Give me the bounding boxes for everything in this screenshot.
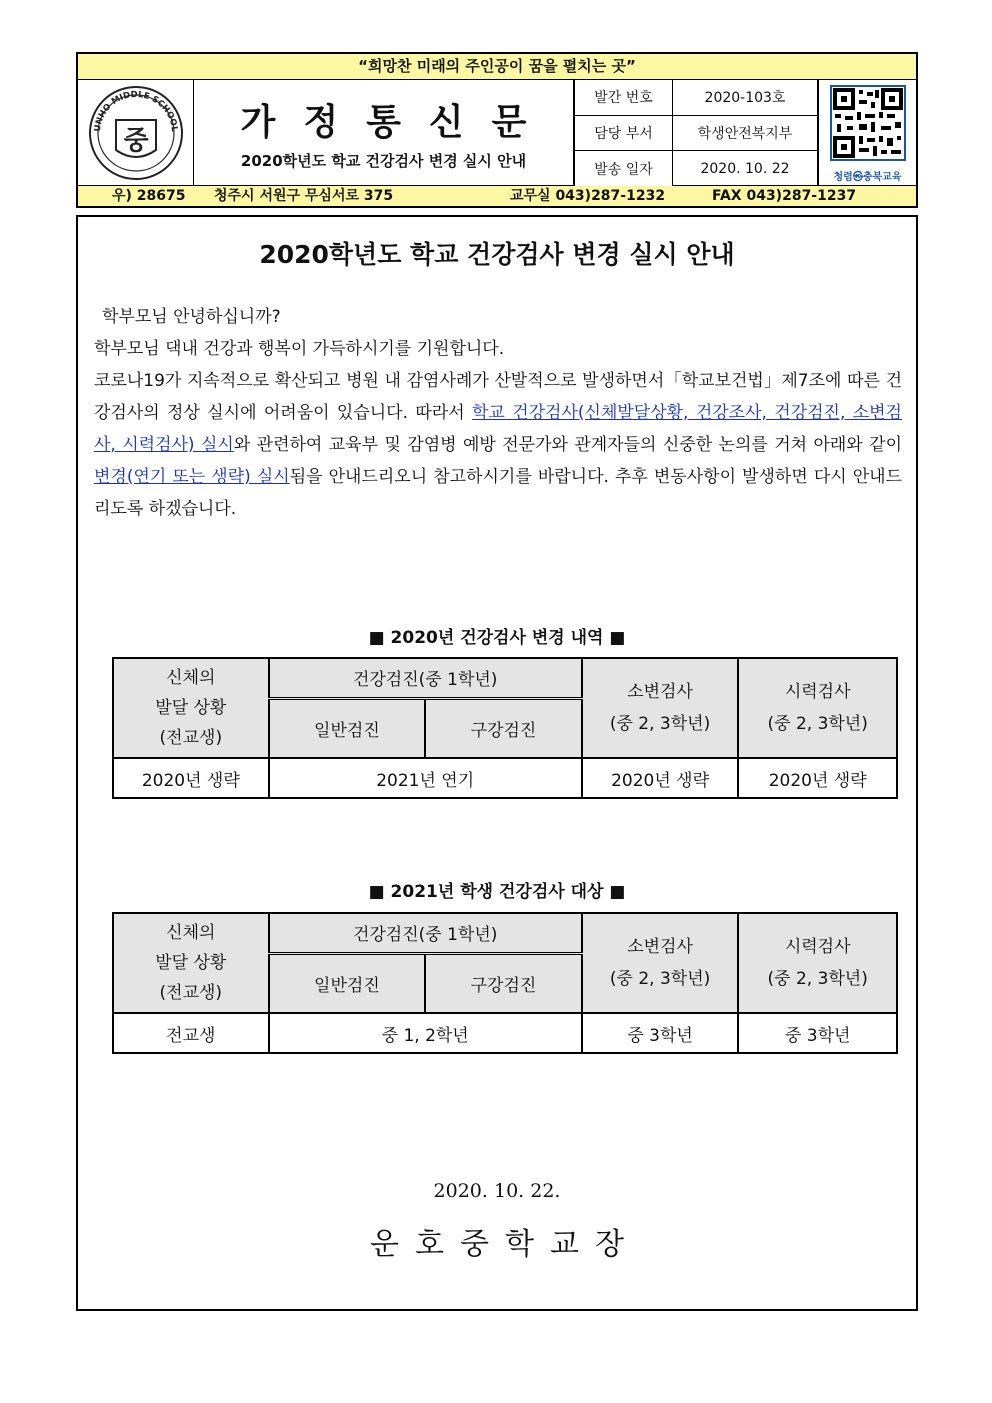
header-body-development: 신체의 발달 상황 (전교생) xyxy=(113,658,269,758)
highlight-change: 변경(연기 또는 생략) 실시 xyxy=(94,467,290,487)
document-title: 2020학년도 학교 건강검사 변경 실시 안내 xyxy=(259,240,735,269)
newsletter-header xyxy=(76,52,918,208)
postal-code: 우) 28675 xyxy=(112,188,186,204)
header-body-development: 신체의 발달 상황 (전교생) xyxy=(113,913,269,1013)
body-text-1: 코로나19가 지속적으로 확산되고 병원 내 감염사례가 산발적으로 발생하면서「학교보건법」제7조에 따른 건강검사의 정상 실시에 어려움이 있습니다. 따라서 xyxy=(94,371,902,423)
fax-number: FAX 043)287-1237 xyxy=(712,188,857,204)
header-oral-checkup: 구강검진 xyxy=(425,953,582,1013)
issue-number-label: 발간 번호 xyxy=(575,80,673,115)
paper-subtitle: 2020학년도 학교 건강검사 변경 실시 안내 xyxy=(240,152,527,170)
send-date-label: 발송 일자 xyxy=(575,151,673,186)
table1-cell-urine: 2020년 생략 xyxy=(582,758,739,798)
send-date-value: 2020. 10. 22 xyxy=(673,151,818,186)
greeting-line-1: 학부모님 안녕하십니까? xyxy=(102,307,281,327)
header-vision: 시력검사 (중 2, 3학년) xyxy=(738,658,897,758)
qr-code-icon xyxy=(819,80,917,168)
table2-caption: ■ 2021년 학생 건강검사 대상 ■ xyxy=(368,882,626,902)
issue-info-table xyxy=(574,80,818,186)
table1-cell-vision: 2020년 생략 xyxy=(738,758,897,798)
header-vision: 시력검사 (중 2, 3학년) xyxy=(738,913,897,1013)
principal-signature: 운호중학교장 xyxy=(370,1227,640,1262)
slogan: “희망찬 미래의 주인공이 꿈을 펼치는 곳” xyxy=(78,54,916,80)
header-checkup: 건강검진(중 1학년) xyxy=(269,658,582,698)
school-logo xyxy=(78,80,194,186)
table2-cell-checkup: 중 1, 2학년 xyxy=(269,1013,582,1053)
qr-caption: 청렴㉿충북교육 xyxy=(833,172,902,183)
header-urine: 소변검사 (중 2, 3학년) xyxy=(582,658,739,758)
table2-cell-vision: 중 3학년 xyxy=(738,1013,897,1053)
table1-cell-body: 2020년 생략 xyxy=(113,758,269,798)
table1-caption: ■ 2020년 건강검사 변경 내역 ■ xyxy=(368,628,626,648)
body-text-3: 됨을 안내드리오니 참고하시기를 바랍니다. 추후 변동사항이 발생하면 다시 안내드리도록 하겠습니다. xyxy=(94,467,903,519)
street-address: 청주시 서원구 무심서로 375 xyxy=(214,188,394,204)
qr-code[interactable] xyxy=(818,80,916,186)
address-bar xyxy=(78,186,916,206)
logo-char: 중 xyxy=(123,126,149,156)
highlight-health-checks: 학교 건강검사(신체발달상황, 건강조사, 건강검진, 소변검사, 시력검사) 실시 xyxy=(94,403,902,455)
header-general-checkup: 일반검진 xyxy=(269,953,426,1013)
department-value: 학생안전복지부 xyxy=(673,115,818,150)
greeting-line-2: 학부모님 댁내 건강과 행복이 가득하시기를 기원합니다. xyxy=(94,339,505,359)
table1-cell-checkup: 2021년 연기 xyxy=(269,758,582,798)
document-body xyxy=(76,215,918,1311)
header-urine: 소변검사 (중 2, 3학년) xyxy=(582,913,739,1013)
body-paragraph xyxy=(94,365,902,525)
body-text-2: 와 관련하여 교육부 및 감염병 예방 전문가와 관계자들의 신중한 논의를 거쳐 아래와 같이 xyxy=(233,435,902,455)
header-general-checkup: 일반검진 xyxy=(269,698,426,758)
table2-cell-urine: 중 3학년 xyxy=(582,1013,739,1053)
header-oral-checkup: 구강검진 xyxy=(425,698,582,758)
office-phone: 교무실 043)287-1232 xyxy=(510,188,666,204)
department-label: 담당 부서 xyxy=(575,115,673,150)
table-2021-targets xyxy=(112,912,898,1054)
paper-title: 가정통신문 xyxy=(240,101,555,143)
table2-cell-body: 전교생 xyxy=(113,1013,269,1053)
header-checkup: 건강검진(중 1학년) xyxy=(269,913,582,953)
table-2020-changes xyxy=(112,657,898,799)
issue-date: 2020. 10. 22. xyxy=(433,1180,561,1202)
logo-text: UNHO MIDDLE SCHOOL xyxy=(92,89,180,133)
issue-number-value: 2020-103호 xyxy=(673,80,818,115)
